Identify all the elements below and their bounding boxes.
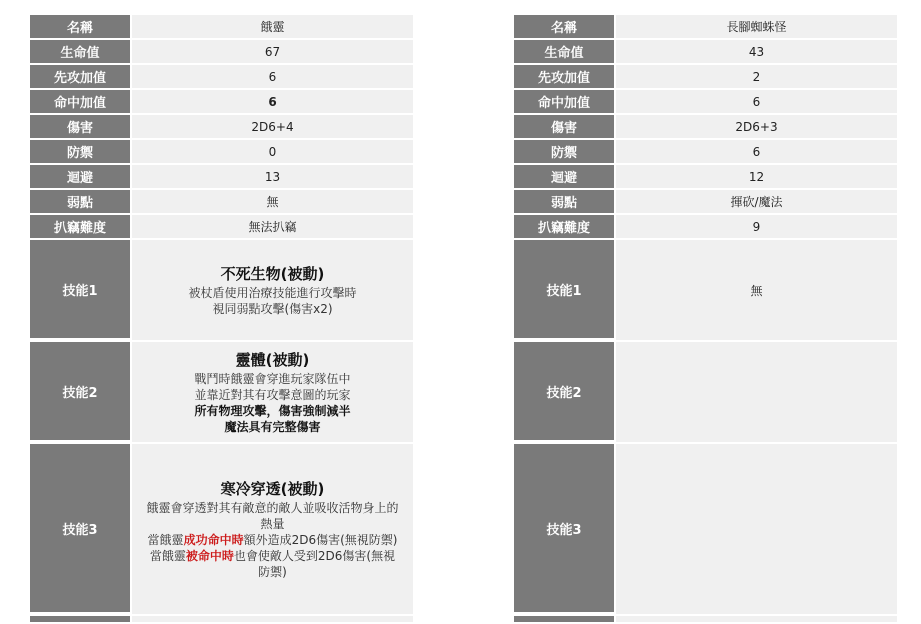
value-next-partial (616, 616, 897, 622)
value-hit: 6 (616, 90, 897, 113)
value-weakness: 無 (132, 190, 413, 213)
row-next-partial (30, 616, 413, 622)
skill3-line-4-highlight: 被命中時 (185, 549, 234, 563)
skill3-line-3 (132, 532, 413, 548)
value-damage: 2D6+4 (132, 115, 413, 138)
label-hit: 命中加值 (30, 90, 132, 113)
skill3-line-3-highlight: 成功命中時 (183, 533, 244, 547)
row-skill3 (514, 444, 897, 614)
value-next-partial (132, 616, 413, 622)
label-skill1: 技能1 (514, 240, 616, 340)
value-skill2 (616, 342, 897, 442)
label-steal: 扒竊難度 (30, 215, 132, 238)
label-skill2: 技能2 (30, 342, 132, 442)
label-weakness: 弱點 (514, 190, 616, 213)
spider-stat-table (514, 13, 897, 624)
value-skill3 (132, 444, 413, 614)
label-weakness: 弱點 (30, 190, 132, 213)
value-damage: 2D6+3 (616, 115, 897, 138)
label-hp: 生命值 (514, 40, 616, 63)
skill3-line-4-pre: 當餓靈 (149, 549, 186, 563)
label-hp: 生命值 (30, 40, 132, 63)
skill2-line-3: 所有物理攻擊，傷害強制減半 (194, 404, 351, 418)
skill3-line-4 (132, 548, 413, 564)
label-next-partial (30, 616, 132, 622)
skill2-line-4: 魔法具有完整傷害 (224, 420, 321, 434)
skill1-line-2: 視同弱點攻擊(傷害x2) (212, 302, 333, 316)
ghoul-stat-table (30, 13, 413, 624)
label-initiative: 先攻加值 (514, 65, 616, 88)
row-skill3 (30, 444, 413, 614)
value-steal: 9 (616, 215, 897, 238)
value-hit: 6 (132, 90, 413, 113)
label-name: 名稱 (514, 15, 616, 38)
label-skill1: 技能1 (30, 240, 132, 340)
label-damage: 傷害 (30, 115, 132, 138)
label-defense: 防禦 (514, 140, 616, 163)
row-evasion (514, 165, 897, 188)
row-skill1 (514, 240, 897, 340)
value-evasion: 13 (132, 165, 413, 188)
value-skill1 (132, 240, 413, 340)
row-weakness (30, 190, 413, 213)
row-next-partial (514, 616, 897, 622)
skill3-title: 寒冷穿透(被動) (220, 480, 325, 498)
row-damage (514, 115, 897, 138)
skill1-line-1: 被杖盾使用治療技能進行攻擊時 (188, 286, 357, 300)
skill3-line-1: 餓靈會穿透對其有敵意的敵人並吸收活物身上的 (146, 501, 399, 515)
skill3-line-4-post: 也會使敵人受到2D6傷害(無視 (233, 549, 396, 563)
label-hit: 命中加值 (514, 90, 616, 113)
value-weakness: 揮砍/魔法 (616, 190, 897, 213)
row-damage (30, 115, 413, 138)
label-steal: 扒竊難度 (514, 215, 616, 238)
value-skill3 (616, 444, 897, 614)
label-evasion: 迴避 (30, 165, 132, 188)
value-initiative: 2 (616, 65, 897, 88)
value-evasion: 12 (616, 165, 897, 188)
label-skill3: 技能3 (514, 444, 616, 614)
row-hit (514, 90, 897, 113)
value-name: 餓靈 (132, 15, 413, 38)
skill3-line-2: 熱量 (260, 517, 285, 531)
row-skill2 (514, 342, 897, 442)
label-defense: 防禦 (30, 140, 132, 163)
skill3-line-5: 防禦) (258, 565, 287, 579)
row-steal (30, 215, 413, 238)
row-hp (30, 40, 413, 63)
skill2-line-1: 戰鬥時餓靈會穿進玩家隊伍中 (194, 372, 351, 386)
label-evasion: 迴避 (514, 165, 616, 188)
value-hp: 43 (616, 40, 897, 63)
value-initiative: 6 (132, 65, 413, 88)
value-name: 長腳蜘蛛怪 (616, 15, 897, 38)
skill2-line-2: 並靠近對其有攻擊意圖的玩家 (194, 388, 351, 402)
label-initiative: 先攻加值 (30, 65, 132, 88)
value-hp: 67 (132, 40, 413, 63)
value-defense: 6 (616, 140, 897, 163)
label-damage: 傷害 (514, 115, 616, 138)
row-initiative (514, 65, 897, 88)
row-name (514, 15, 897, 38)
skill2-title: 靈體(被動) (235, 351, 310, 369)
row-initiative (30, 65, 413, 88)
label-next-partial (514, 616, 616, 622)
row-name (30, 15, 413, 38)
row-skill1 (30, 240, 413, 340)
row-evasion (30, 165, 413, 188)
skill3-line-3-post: 額外造成2D6傷害(無視防禦) (243, 533, 398, 547)
row-hit (30, 90, 413, 113)
skill3-line-3-pre: 當餓靈 (147, 533, 184, 547)
row-skill2 (30, 342, 413, 442)
label-name: 名稱 (30, 15, 132, 38)
row-defense (514, 140, 897, 163)
value-skill2 (132, 342, 413, 442)
row-defense (30, 140, 413, 163)
value-skill1: 無 (616, 240, 897, 340)
label-skill3: 技能3 (30, 444, 132, 614)
value-steal: 無法扒竊 (132, 215, 413, 238)
skill1-title: 不死生物(被動) (220, 265, 325, 283)
row-hp (514, 40, 897, 63)
row-steal (514, 215, 897, 238)
row-weakness (514, 190, 897, 213)
label-skill2: 技能2 (514, 342, 616, 442)
value-defense: 0 (132, 140, 413, 163)
